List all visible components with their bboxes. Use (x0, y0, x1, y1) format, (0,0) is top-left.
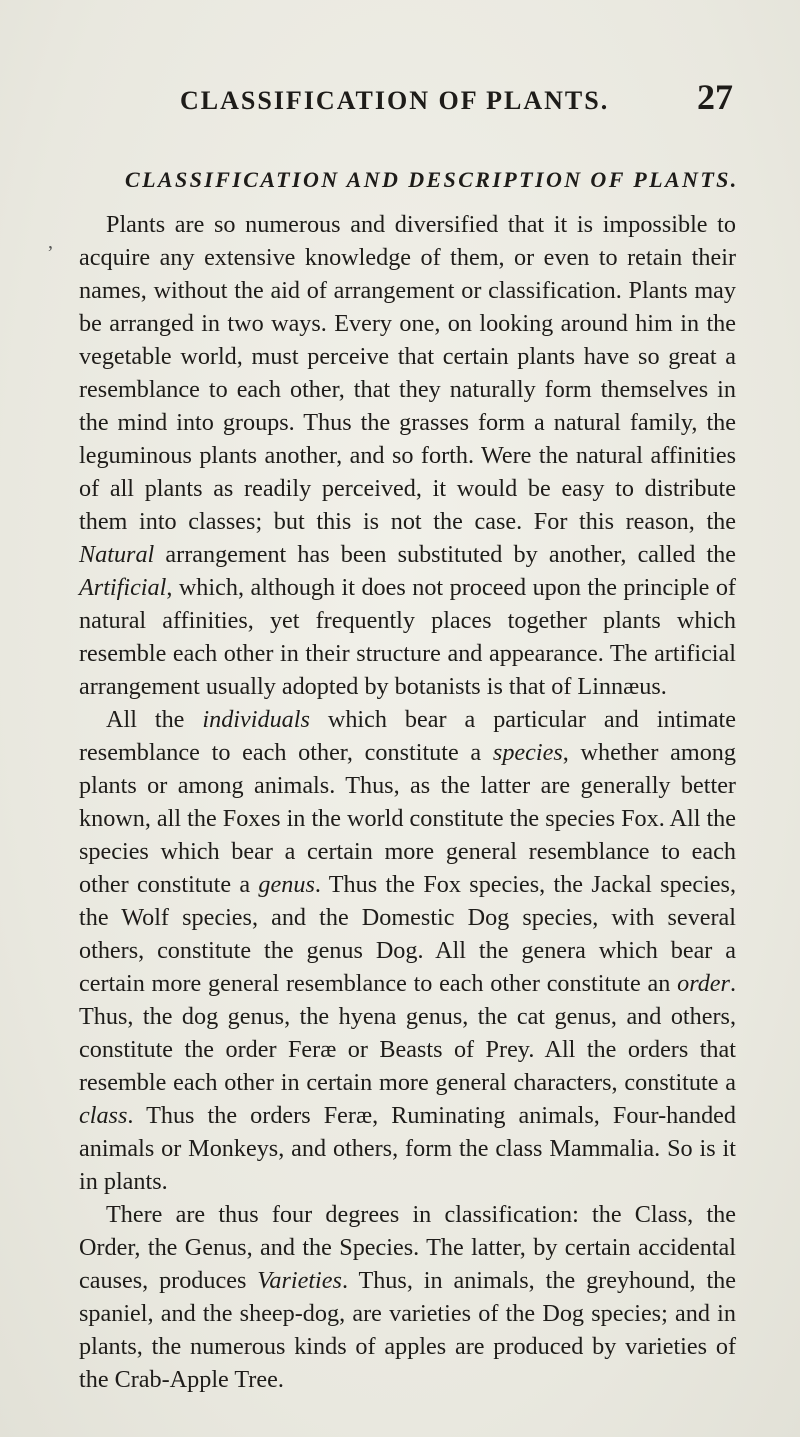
text-run: , which, although it does not proceed upon the principle of natural affinities, yet frequently places together plants which resemble each other in their structure and appearance. The artificial arrangement usually adopted by botanists is that of Linnæus. (79, 574, 736, 700)
page-number: 27 (697, 77, 733, 117)
italic-term: order (677, 970, 730, 997)
italic-term: species (492, 739, 563, 766)
text-run: There are thus four degrees in classification: the Class, the Order, the Genus, and the Species. The latter, by certain accidental causes, produces (79, 1201, 736, 1294)
text-run: Plants are so numerous and diversified that it is impossible to acquire any extensive knowledge of them, or even to retain their names, without the aid of arrangement or classification. Plants may be arranged in two ways. Every one, on looking around him in the vegetable world, must perceive that certain plants have so great a resemblance to each other, that they naturally form themselves in the mind into groups. Thus the grasses form a natural family, the leguminous plants another, and so forth. Were the natural affinities of all plants as readily perceived, it would be easy to distribute them into classes; but this is not the case. For this reason, the (79, 211, 736, 535)
italic-term: individuals (202, 706, 310, 733)
paragraph (79, 208, 736, 703)
text-run: . Thus, the dog genus, the hyena genus, the cat genus, and others, constitute the order Feræ or Beasts of Prey. All the orders that resemble each other in certain more general characters, constitute a (79, 970, 736, 1096)
running-title: CLASSIFICATION OF PLANTS. (180, 86, 610, 115)
text-run: . Thus, in animals, the greyhound, the spaniel, and the sheep-dog, are varieties of the Dog species; and in plants, the numerous kinds of apples are produced by varieties of the Crab-Apple Tree. (79, 1267, 736, 1393)
text-run: . Thus the Fox species, the Jackal species, the Wolf species, and the Domestic Dog species, with several others, constitute the genus Dog. All the genera which bear a certain more general resemblance to each other constitute an (79, 871, 736, 997)
text-run: All the (106, 706, 203, 733)
text-run: , whether among plants or among animals. Thus, as the latter are generally better known, all the Foxes in the world constitute the species Fox. All the species which bear a certain more general resemblance to each other constitute a (79, 739, 737, 898)
text-run: which bear a particular and intimate resemblance to each other, constitute a (79, 706, 736, 766)
italic-term: Natural (79, 541, 155, 568)
italic-term: class (79, 1102, 128, 1129)
paragraph (79, 1198, 736, 1396)
body-text (79, 208, 736, 1396)
text-run: . Thus the orders Feræ, Ruminating animals, Four-handed animals or Monkeys, and others, form the class Mammalia. So is it in plants. (79, 1102, 736, 1195)
italic-term: genus (258, 871, 315, 898)
stray-mark: , (48, 231, 53, 253)
italic-term: Varieties (257, 1267, 342, 1294)
paragraph (79, 703, 736, 1198)
section-heading: CLASSIFICATION AND DESCRIPTION OF PLANTS. (125, 167, 739, 192)
text-run: arrangement has been substituted by another, called the (154, 541, 736, 568)
italic-term: Artificial (79, 574, 167, 601)
